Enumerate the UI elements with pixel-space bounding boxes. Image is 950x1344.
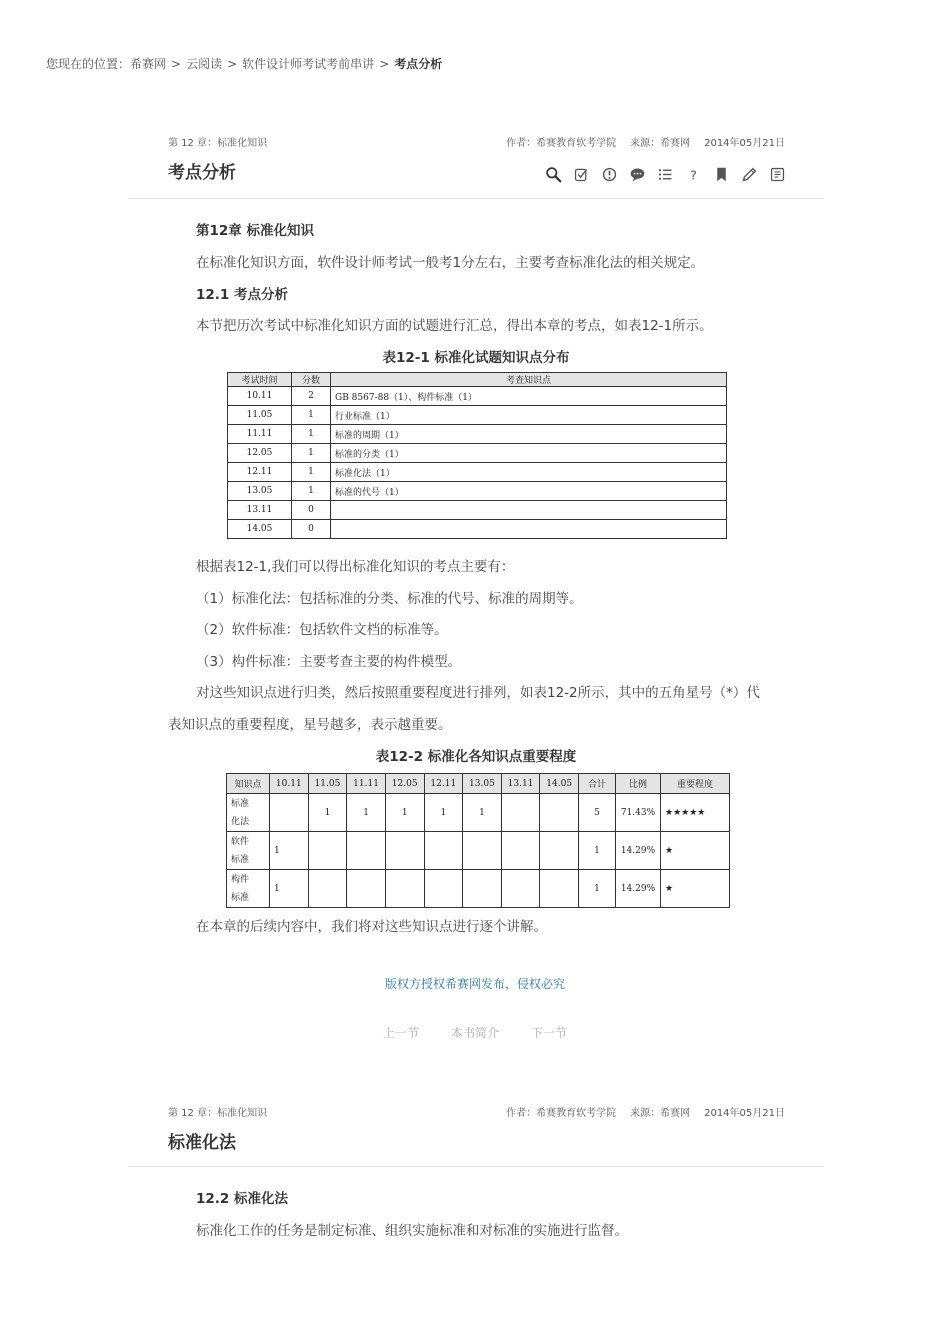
paragraph: 在本章的后续内容中，我们将对这些知识点进行逐个讲解。 bbox=[196, 919, 547, 935]
notebook-icon bbox=[769, 166, 786, 183]
importance-stars: ★ bbox=[661, 832, 730, 870]
note-icon bbox=[573, 166, 590, 183]
paragraph: 表知识点的重要程度，星号越多，表示越重要。 bbox=[168, 717, 452, 733]
column-header: 13.05 bbox=[463, 774, 502, 794]
table-cell: 1 bbox=[308, 794, 347, 832]
table-cell bbox=[463, 832, 502, 870]
table-cell: 1 bbox=[292, 425, 331, 444]
table-row bbox=[228, 520, 727, 539]
table-header-row bbox=[228, 373, 727, 387]
table-cell bbox=[501, 832, 540, 870]
column-header: 11.05 bbox=[308, 774, 347, 794]
help-button[interactable] bbox=[683, 164, 703, 184]
ratio-cell: 14.29% bbox=[616, 870, 661, 908]
date-label: 2014年05月21日 bbox=[704, 138, 785, 149]
prev-section-link[interactable]: 上一节 bbox=[382, 1026, 419, 1040]
bookmark-button[interactable] bbox=[711, 164, 731, 184]
column-header: 考试时间 bbox=[228, 373, 292, 387]
article-meta bbox=[492, 1104, 785, 1119]
table-cell bbox=[385, 832, 424, 870]
column-header: 比例 bbox=[616, 774, 661, 794]
breadcrumb-separator: > bbox=[379, 57, 390, 71]
copyright-notice: 版权方授权希赛网发布，侵权必究 bbox=[384, 977, 565, 991]
comment-icon bbox=[629, 166, 646, 183]
table-cell: 14.05 bbox=[228, 520, 292, 539]
subsection-heading: 12.2 标准化法 bbox=[196, 1191, 289, 1207]
column-header: 12.05 bbox=[385, 774, 424, 794]
knowledge-distribution-table bbox=[227, 372, 727, 539]
breadcrumb-link-home[interactable]: 希赛网 bbox=[130, 57, 167, 71]
row-label-line: 化法 bbox=[231, 816, 250, 827]
breadcrumb bbox=[46, 55, 442, 72]
table-cell: 11.11 bbox=[228, 425, 292, 444]
table-cell: 12.05 bbox=[228, 444, 292, 463]
table-cell bbox=[331, 520, 727, 539]
table-cell bbox=[463, 870, 502, 908]
table-cell bbox=[308, 832, 347, 870]
table-row bbox=[228, 425, 727, 444]
table-cell: 2 bbox=[292, 387, 331, 406]
importance-stars: ★ bbox=[661, 870, 730, 908]
table-cell bbox=[540, 794, 579, 832]
table1-caption: 表12-1 标准化试题知识点分布 bbox=[382, 350, 570, 366]
column-header: 11.11 bbox=[347, 774, 386, 794]
table-cell bbox=[347, 832, 386, 870]
list-item: （3）构件标准：主要考查主要的构件模型。 bbox=[196, 654, 462, 670]
table-cell: 1 bbox=[424, 794, 463, 832]
column-header: 分数 bbox=[292, 373, 331, 387]
table-cell: 0 bbox=[292, 520, 331, 539]
knowledge-importance-table bbox=[226, 773, 730, 908]
list-item: （2）软件标准：包括软件文档的标准等。 bbox=[196, 622, 448, 638]
table-cell: 13.11 bbox=[228, 501, 292, 520]
total-cell: 1 bbox=[579, 832, 616, 870]
column-header: 重要程度 bbox=[661, 774, 730, 794]
chapter-pager bbox=[0, 1024, 950, 1041]
table-cell bbox=[308, 870, 347, 908]
chapter-heading: 第12章 标准化知识 bbox=[196, 223, 314, 239]
table-cell: 12.11 bbox=[228, 463, 292, 482]
table-cell bbox=[501, 794, 540, 832]
table-cell: 1 bbox=[292, 406, 331, 425]
section-divider bbox=[128, 198, 824, 199]
table-row bbox=[228, 406, 727, 425]
reader-toolbar bbox=[543, 164, 787, 184]
chapter-label: 第 12 章：标准化知识 bbox=[168, 1108, 268, 1119]
row-label-line: 构件 bbox=[231, 874, 250, 885]
table-row bbox=[227, 870, 730, 908]
paragraph: 根据表12-1,我们可以得出标准化知识的考点主要有： bbox=[196, 559, 515, 575]
breadcrumb-separator: > bbox=[171, 57, 182, 71]
table-cell bbox=[540, 832, 579, 870]
column-header: 知识点 bbox=[227, 774, 270, 794]
table-cell: 11.05 bbox=[228, 406, 292, 425]
error-report-icon bbox=[601, 166, 618, 183]
article-meta bbox=[492, 134, 785, 149]
breadcrumb-link-yunyuedu[interactable]: 云阅读 bbox=[186, 57, 223, 71]
table-cell bbox=[331, 501, 727, 520]
row-label-line: 软件 bbox=[231, 836, 250, 847]
table-cell: 1 bbox=[292, 444, 331, 463]
table-cell: 1 bbox=[270, 870, 309, 908]
table-cell: GB 8567-88（1）、构件标准（1） bbox=[331, 387, 727, 406]
note-button[interactable] bbox=[571, 164, 591, 184]
table-cell bbox=[540, 870, 579, 908]
table-cell: 13.05 bbox=[228, 482, 292, 501]
section-divider bbox=[128, 1166, 824, 1167]
table-cell: 0 bbox=[292, 501, 331, 520]
paragraph: 标准化工作的任务是制定标准、组织实施标准和对标准的实施进行监督。 bbox=[196, 1223, 628, 1239]
bookmark-icon bbox=[713, 166, 730, 183]
table-cell: 1 bbox=[270, 832, 309, 870]
next-section-link[interactable]: 下一节 bbox=[531, 1026, 568, 1040]
notebook-button[interactable] bbox=[767, 164, 787, 184]
book-intro-link[interactable]: 本书简介 bbox=[450, 1026, 499, 1040]
table-cell bbox=[270, 794, 309, 832]
search-button[interactable] bbox=[543, 164, 563, 184]
table-row bbox=[228, 444, 727, 463]
row-label bbox=[227, 870, 270, 908]
table-cell: 1 bbox=[347, 794, 386, 832]
table-cell: 1 bbox=[292, 463, 331, 482]
source-label: 来源：希赛网 bbox=[630, 138, 691, 149]
paragraph: 本节把历次考试中标准化知识方面的试题进行汇总，得出本章的考点，如表12-1所示。 bbox=[196, 318, 713, 334]
error-report-button[interactable] bbox=[599, 164, 619, 184]
help-icon bbox=[685, 166, 702, 183]
ratio-cell: 14.29% bbox=[616, 832, 661, 870]
chapter-label: 第 12 章：标准化知识 bbox=[168, 138, 268, 149]
table-cell bbox=[347, 870, 386, 908]
author-label: 作者：希赛教育软考学院 bbox=[506, 1108, 617, 1119]
column-header: 13.11 bbox=[501, 774, 540, 794]
table-cell bbox=[424, 870, 463, 908]
table2-caption: 表12-2 标准化各知识点重要程度 bbox=[375, 749, 577, 765]
ratio-cell: 71.43% bbox=[616, 794, 661, 832]
toc-button[interactable] bbox=[655, 164, 675, 184]
table-cell bbox=[424, 832, 463, 870]
annotate-button[interactable] bbox=[739, 164, 759, 184]
row-label-line: 标准 bbox=[231, 854, 250, 865]
breadcrumb-prefix: 您现在的位置： bbox=[46, 57, 131, 71]
table-cell: 标准的周期（1） bbox=[331, 425, 727, 444]
comment-button[interactable] bbox=[627, 164, 647, 184]
pencil-icon bbox=[741, 166, 758, 183]
column-header: 考查知识点 bbox=[331, 373, 727, 387]
table-row bbox=[227, 794, 730, 832]
breadcrumb-current: 考点分析 bbox=[394, 57, 443, 71]
paragraph: 对这些知识点进行归类，然后按照重要程度进行排列，如表12-2所示，其中的五角星号（*）代 bbox=[196, 685, 760, 701]
table-cell: 10.11 bbox=[228, 387, 292, 406]
table-row bbox=[228, 482, 727, 501]
table-cell bbox=[385, 870, 424, 908]
table-header-row bbox=[227, 774, 730, 794]
section-title: 标准化法 bbox=[168, 1133, 236, 1153]
date-label: 2014年05月21日 bbox=[704, 1108, 785, 1119]
total-cell: 1 bbox=[579, 870, 616, 908]
total-cell: 5 bbox=[579, 794, 616, 832]
author-label: 作者：希赛教育软考学院 bbox=[506, 138, 617, 149]
column-header: 合计 bbox=[579, 774, 616, 794]
row-label-line: 标准 bbox=[231, 798, 250, 809]
table-cell: 1 bbox=[385, 794, 424, 832]
search-icon bbox=[545, 166, 562, 183]
toc-list-icon bbox=[657, 166, 674, 183]
table-cell: 行业标准（1） bbox=[331, 406, 727, 425]
table-row bbox=[228, 463, 727, 482]
table-row bbox=[228, 501, 727, 520]
paragraph: 在标准化知识方面，软件设计师考试一般考1分左右，主要考查标准化法的相关规定。 bbox=[196, 255, 705, 271]
column-header: 14.05 bbox=[540, 774, 579, 794]
table-cell: 标准的分类（1） bbox=[331, 444, 727, 463]
list-item: （1）标准化法：包括标准的分类、标准的代号、标准的周期等。 bbox=[196, 591, 583, 607]
breadcrumb-link-book[interactable]: 软件设计师考试考前串讲 bbox=[242, 57, 375, 71]
source-label: 来源：希赛网 bbox=[630, 1108, 691, 1119]
row-label bbox=[227, 832, 270, 870]
importance-stars: ★★★★★ bbox=[661, 794, 730, 832]
svg-text:?: ? bbox=[689, 168, 697, 183]
row-label bbox=[227, 794, 270, 832]
subsection-heading: 12.1 考点分析 bbox=[196, 287, 289, 303]
table-cell bbox=[501, 870, 540, 908]
page-title: 考点分析 bbox=[168, 163, 236, 183]
table-row bbox=[228, 387, 727, 406]
table-cell: 标准的代号（1） bbox=[331, 482, 727, 501]
table-cell: 标准化法（1） bbox=[331, 463, 727, 482]
table-row bbox=[227, 832, 730, 870]
column-header: 10.11 bbox=[270, 774, 309, 794]
table-cell: 1 bbox=[292, 482, 331, 501]
column-header: 12.11 bbox=[424, 774, 463, 794]
row-label-line: 标准 bbox=[231, 892, 250, 903]
table-cell: 1 bbox=[463, 794, 502, 832]
breadcrumb-separator: > bbox=[227, 57, 238, 71]
